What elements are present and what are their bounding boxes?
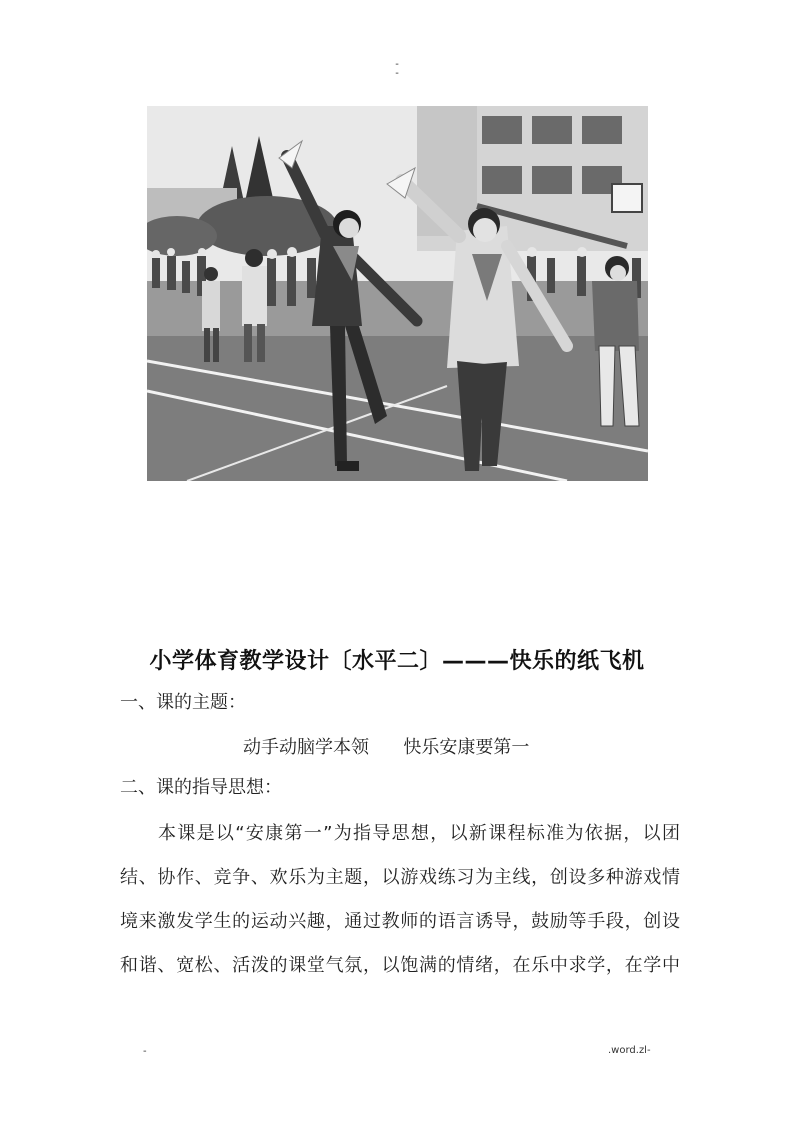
cover-photo [147, 106, 648, 481]
section-2-heading: 二、课的指导思想： [120, 777, 282, 798]
lesson-theme: 动手动脑学本领 快乐安康要第一 [243, 737, 530, 758]
section-1-heading: 一、课的主题： [120, 692, 246, 713]
paragraph-line: 和谐、宽松、活泼的课堂气氛，以饱满的情绪，在乐中求学，在学中 [120, 955, 680, 976]
document-title: 小学体育教学设计〔水平二〕———快乐的纸飞机 [149, 649, 645, 674]
paragraph-line: 本课是以“安康第一”为指导思想，以新课程标准为依据，以团 [158, 823, 680, 844]
paragraph-line: 境来激发学生的运动兴趣，通过教师的语言诱导，鼓励等手段，创设 [120, 911, 680, 932]
footer-left-mark: - [143, 1046, 147, 1057]
guiding-idea-paragraph [120, 812, 680, 988]
footer-right-mark: .word.zl- [608, 1045, 651, 1056]
cover-photo-graphic [147, 106, 648, 481]
header-mark [390, 60, 404, 78]
header-mark-line-1: - [395, 59, 399, 70]
header-mark-line-2: - [395, 68, 399, 79]
paragraph-line: 结、协作、竞争、欢乐为主题，以游戏练习为主线，创设多种游戏情 [120, 867, 680, 888]
